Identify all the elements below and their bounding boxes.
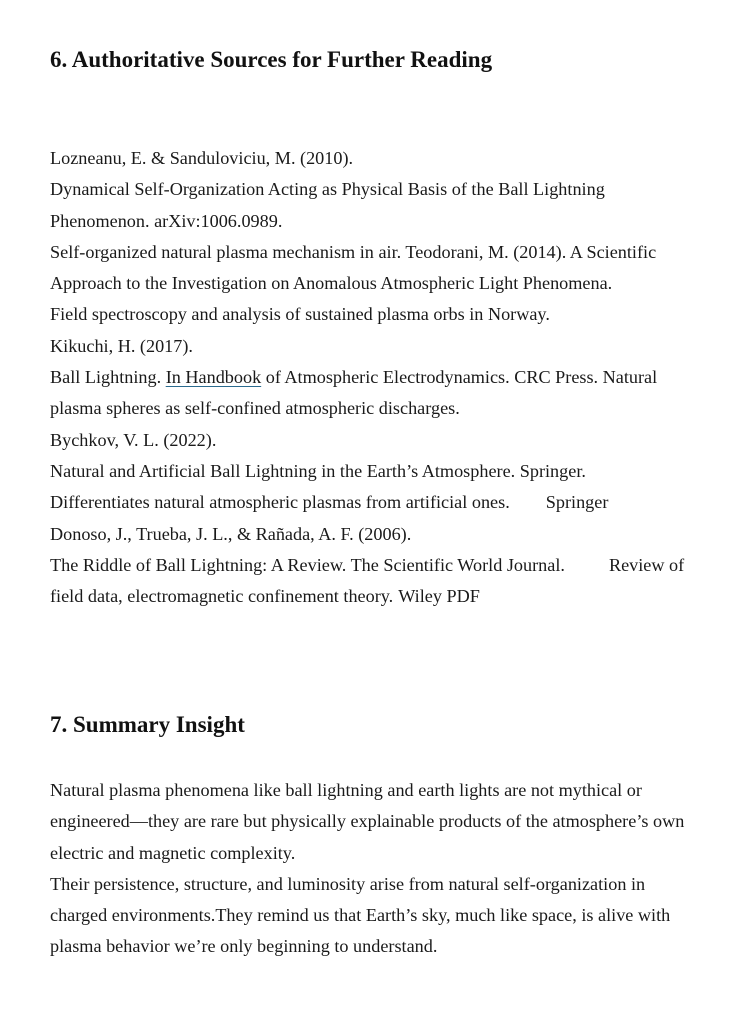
review-note: Review of	[608, 554, 685, 575]
summary-line: plasma behavior we’re only beginning to understand.	[50, 936, 438, 957]
reference-line: Lozneanu, E. & Sanduloviciu, M. (2010).	[50, 148, 354, 168]
summary-line: Their persistence, structure, and luminosity arise from natural self-organization in	[50, 873, 646, 894]
reference-line: plasma spheres as self-confined atmospheric discharges.	[50, 398, 460, 419]
summary-line: electric and magnetic complexity.	[50, 842, 296, 863]
in-handbook-link[interactable]: In Handbook	[165, 367, 262, 388]
reference-line: Dynamical Self-Organization Acting as Physical Basis of the Ball Lightning	[50, 179, 605, 200]
reference-line: Field spectroscopy and analysis of sustained plasma orbs in Norway.	[50, 304, 550, 325]
reference-line: Natural and Artificial Ball Lightning in the Earth’s Atmosphere. Springer.	[50, 460, 586, 481]
reference-text: Differentiates natural atmospheric plasmas from artificial ones.	[50, 492, 510, 513]
summary-paragraph	[50, 775, 684, 963]
summary-line: charged environments.They remind us that Earth’s sky, much like space, is alive with	[50, 905, 671, 926]
summary-line: engineered—they are rare but physically explainable products of the atmosphere’s own	[50, 811, 685, 832]
reference-text: field data, electromagnetic confinement theory.	[50, 586, 394, 607]
references-list	[50, 143, 684, 612]
reference-line: Approach to the Investigation on Anomalous Atmospheric Light Phenomena.	[50, 273, 613, 294]
reference-line: Phenomenon. arXiv:1006.0989.	[50, 210, 283, 231]
source-label: Wiley PDF	[398, 586, 480, 607]
section-7-heading: 7. Summary Insight	[50, 712, 245, 737]
section-6-heading: 6. Authoritative Sources for Further Reading	[50, 47, 493, 72]
reference-line	[50, 581, 684, 612]
reference-text: Ball Lightning.	[50, 367, 166, 388]
summary-line: Natural plasma phenomena like ball lightning and earth lights are not mythical or	[50, 780, 642, 800]
reference-text: The Riddle of Ball Lightning: A Review. The Scientific World Journal.	[50, 554, 565, 575]
reference-line: Bychkov, V. L. (2022).	[50, 429, 217, 450]
reference-line	[50, 487, 684, 518]
reference-line: Kikuchi, H. (2017).	[50, 335, 193, 356]
reference-line: Self-organized natural plasma mechanism in air. Teodorani, M. (2014). A Scientific	[50, 241, 657, 262]
reference-line-with-link	[50, 362, 684, 393]
reference-line	[50, 550, 684, 581]
reference-line: Donoso, J., Trueba, J. L., & Rañada, A. F. (2006).	[50, 523, 412, 544]
reference-text: of Atmospheric Electrodynamics. CRC Press. Natural	[261, 367, 658, 388]
source-label: Springer	[545, 492, 609, 513]
